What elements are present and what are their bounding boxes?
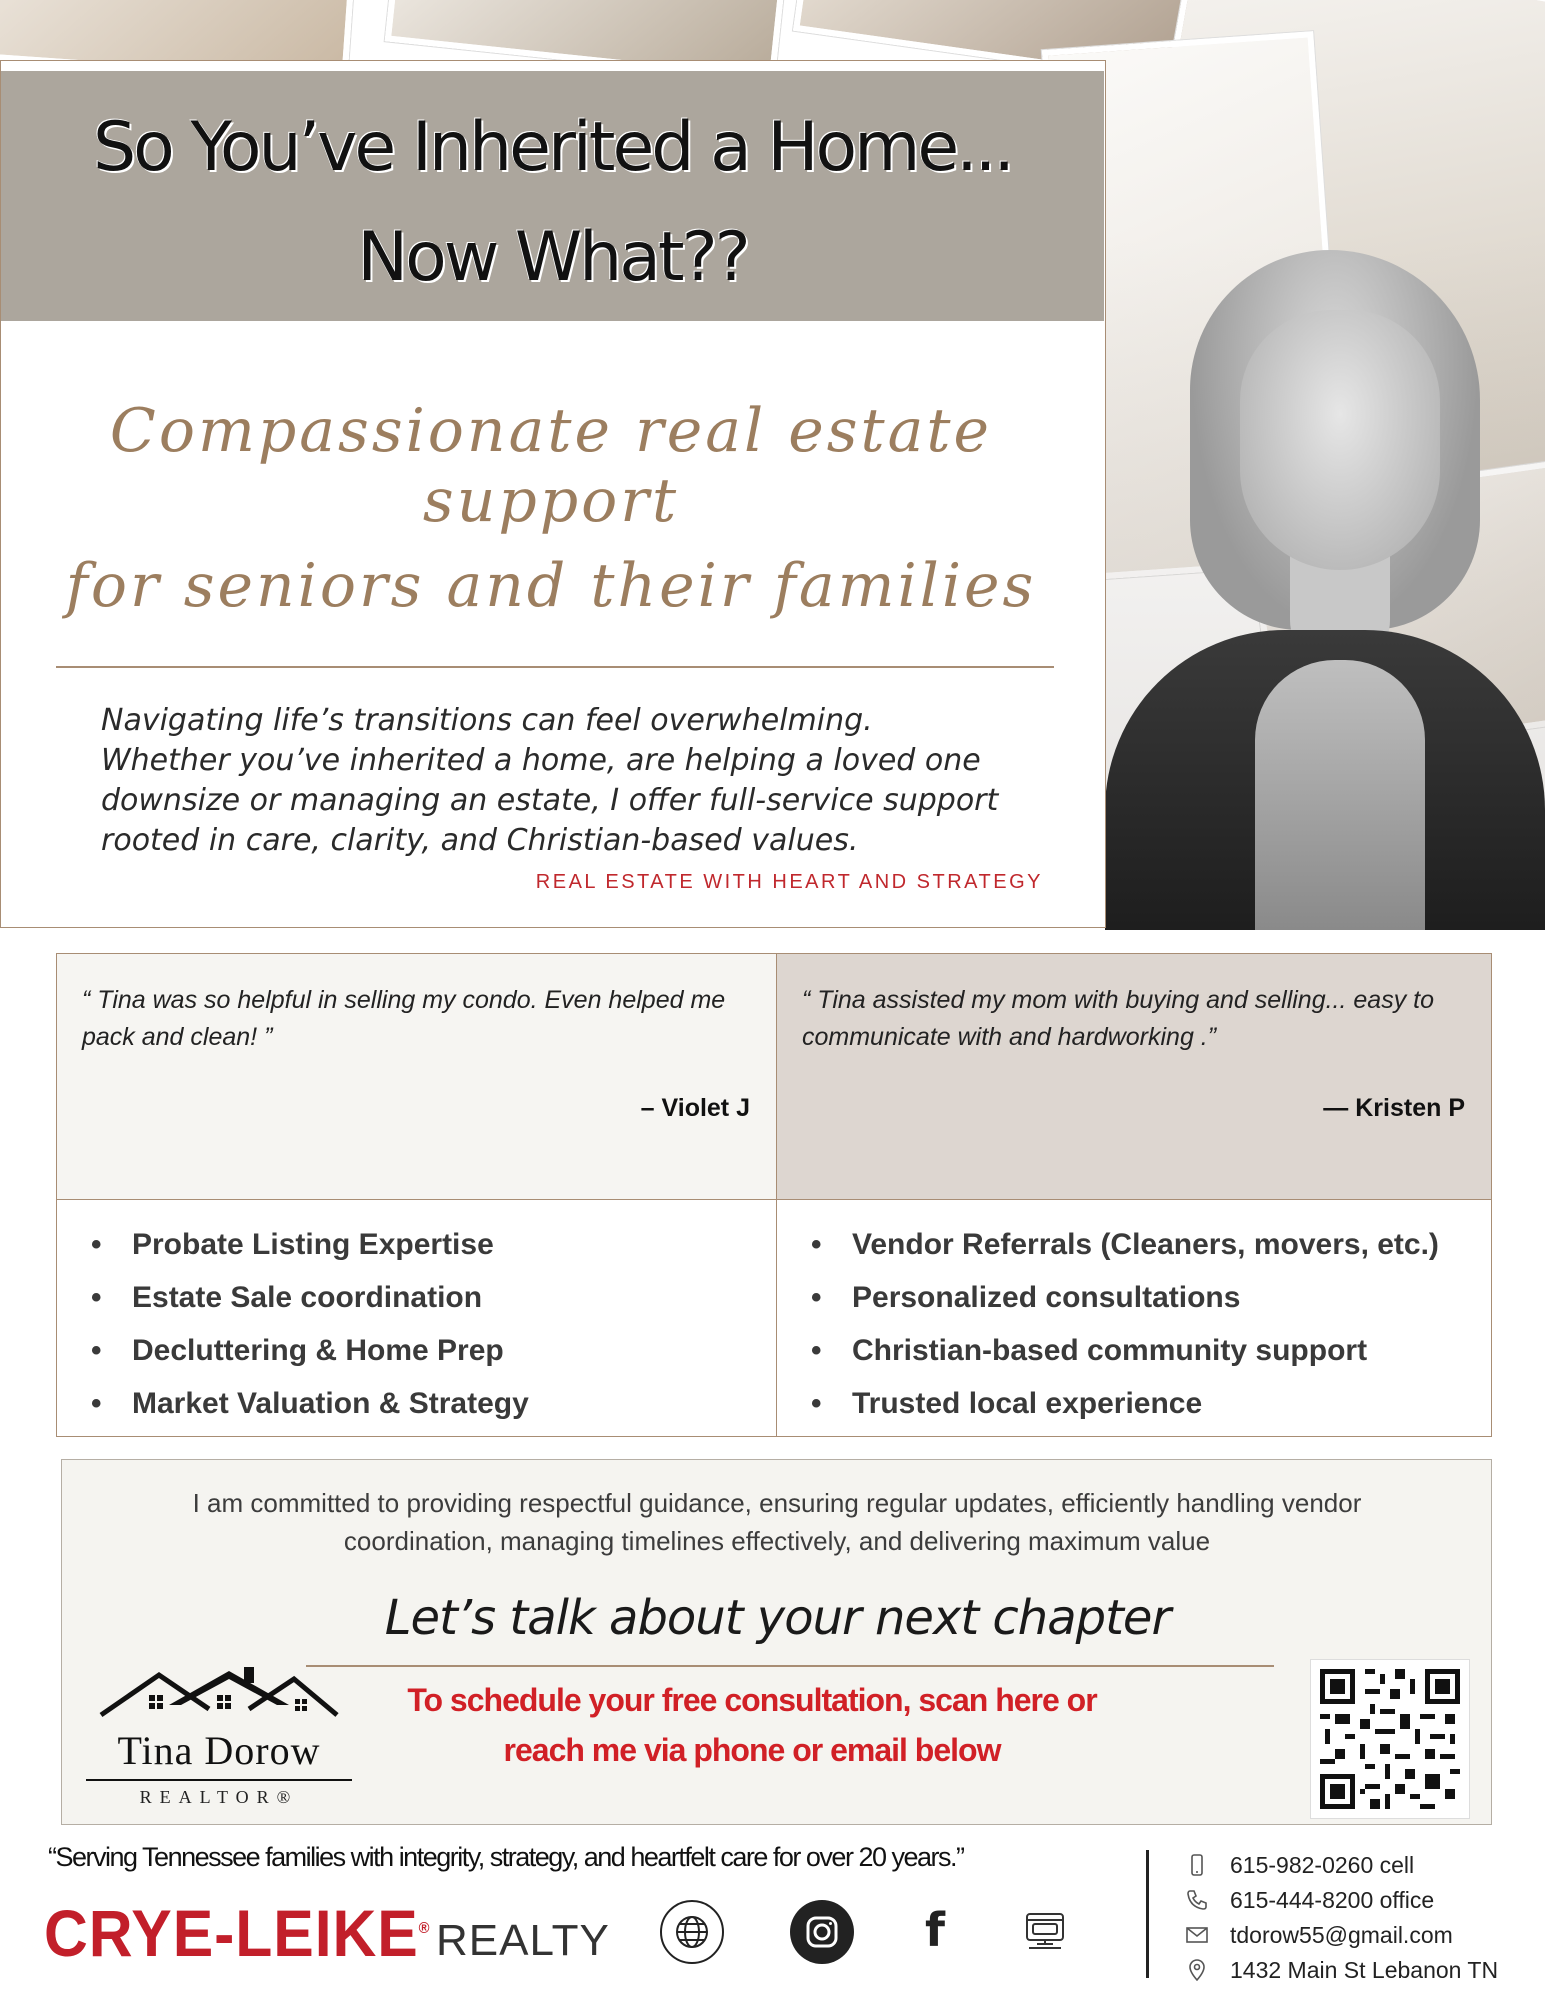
cta-heading: Let’s talk about your next chapter [384, 1590, 1171, 1646]
service-item: • Vendor Referrals (Cleaners, movers, etc.) [807, 1218, 1439, 1271]
com-website-icon[interactable] [1015, 1900, 1075, 1960]
cta-instructions [362, 1675, 1142, 1775]
email-address: tdorow55@gmail.com [1230, 1922, 1453, 1948]
testimonial-card [777, 954, 1491, 1200]
contact-item-office[interactable] [1180, 1883, 1498, 1918]
phone-icon [1186, 1889, 1208, 1911]
tagline: REAL ESTATE WITH HEART AND STRATEGY [535, 871, 1043, 893]
cta-line-2: reach me via phone or email below [503, 1732, 1001, 1768]
footer-divider [1146, 1850, 1149, 1978]
service-item: • Personalized consultations [807, 1271, 1439, 1324]
globe-icon[interactable] [660, 1900, 724, 1964]
testimonial-author: — Kristen P [1323, 1094, 1465, 1122]
tina-dorow-logo [84, 1665, 354, 1815]
logo-subtitle: REALTOR® [139, 1787, 299, 1807]
crye-leike-logo [44, 1895, 430, 1971]
service-item: • Estate Sale coordination [87, 1271, 529, 1324]
brand-registered-mark: ® [418, 1920, 431, 1937]
brand-name: CRYE-LEIKE [44, 1896, 419, 1970]
serving-statement: “Serving Tennessee families with integrity, strategy, and heartfelt care for over 20 years.” [48, 1842, 964, 1872]
services-list-left [57, 1200, 777, 1436]
script-subtitle-line-1: Compassionate real estate support [109, 396, 993, 536]
contact-item-address[interactable] [1180, 1953, 1498, 1988]
intro-paragraph: Navigating life’s transitions can feel overwhelming. Whether you’ve inherited a home, are helping a loved one downsize or managing an estate, I offer full-service support rooted in care, clarity, and Christian-based values. [101, 703, 999, 858]
mobile-phone-icon [1186, 1854, 1208, 1876]
testimonial-quote: “ Tina assisted my mom with buying and selling... easy to communicate with and hardworking .” [802, 986, 1434, 1051]
intro-card [0, 60, 1106, 928]
location-pin-icon [1186, 1959, 1208, 1981]
service-item: • Trusted local experience [807, 1377, 1439, 1430]
contact-item-email[interactable] [1180, 1918, 1498, 1953]
services-list-right [777, 1200, 1491, 1436]
qr-code[interactable] [1310, 1659, 1470, 1819]
phone-cell: 615-982-0260 cell [1230, 1852, 1415, 1878]
script-subtitle-line-2: for seniors and their families [65, 551, 1037, 621]
email-icon [1186, 1924, 1208, 1946]
street-address: 1432 Main St Lebanon TN [1230, 1957, 1499, 1983]
testimonial-quote: “ Tina was so helpful in selling my condo. Even helped me pack and clean! ” [82, 986, 726, 1051]
instagram-icon[interactable] [790, 1900, 854, 1964]
testimonial-author: – Violet J [640, 1094, 750, 1122]
contact-item-cell[interactable] [1180, 1848, 1498, 1883]
divider [306, 1665, 1274, 1667]
page-title [1, 93, 1104, 313]
divider [56, 666, 1054, 668]
brand-realty: REALTY [436, 1916, 610, 1965]
headline-line-2: Now What?? [357, 218, 748, 297]
testimonial-card [57, 954, 777, 1200]
cta-line-1: To schedule your free consultation, scan here or [407, 1682, 1097, 1718]
testimonials-services-grid [56, 953, 1492, 1437]
logo-name: Tina Dorow [117, 1728, 321, 1773]
headline-line-1: So You’ve Inherited a Home... [92, 108, 1013, 187]
headline-banner [1, 71, 1104, 321]
service-item: • Christian-based community support [807, 1324, 1439, 1377]
facebook-icon[interactable]: f [924, 1903, 945, 1957]
phone-office: 615-444-8200 office [1230, 1887, 1435, 1913]
contact-list [1180, 1848, 1498, 1988]
commitment-text: I am committed to providing respectful guidance, ensuring regular updates, efficiently handling vendor coordination, managing timelines effectively, and delivering maximum value [192, 1488, 1362, 1556]
service-item: • Market Valuation & Strategy [87, 1377, 529, 1430]
service-item: • Probate Listing Expertise [87, 1218, 529, 1271]
house-roof-icon [99, 1665, 339, 1727]
service-item: • Decluttering & Home Prep [87, 1324, 529, 1377]
realtor-portrait [1105, 240, 1545, 930]
